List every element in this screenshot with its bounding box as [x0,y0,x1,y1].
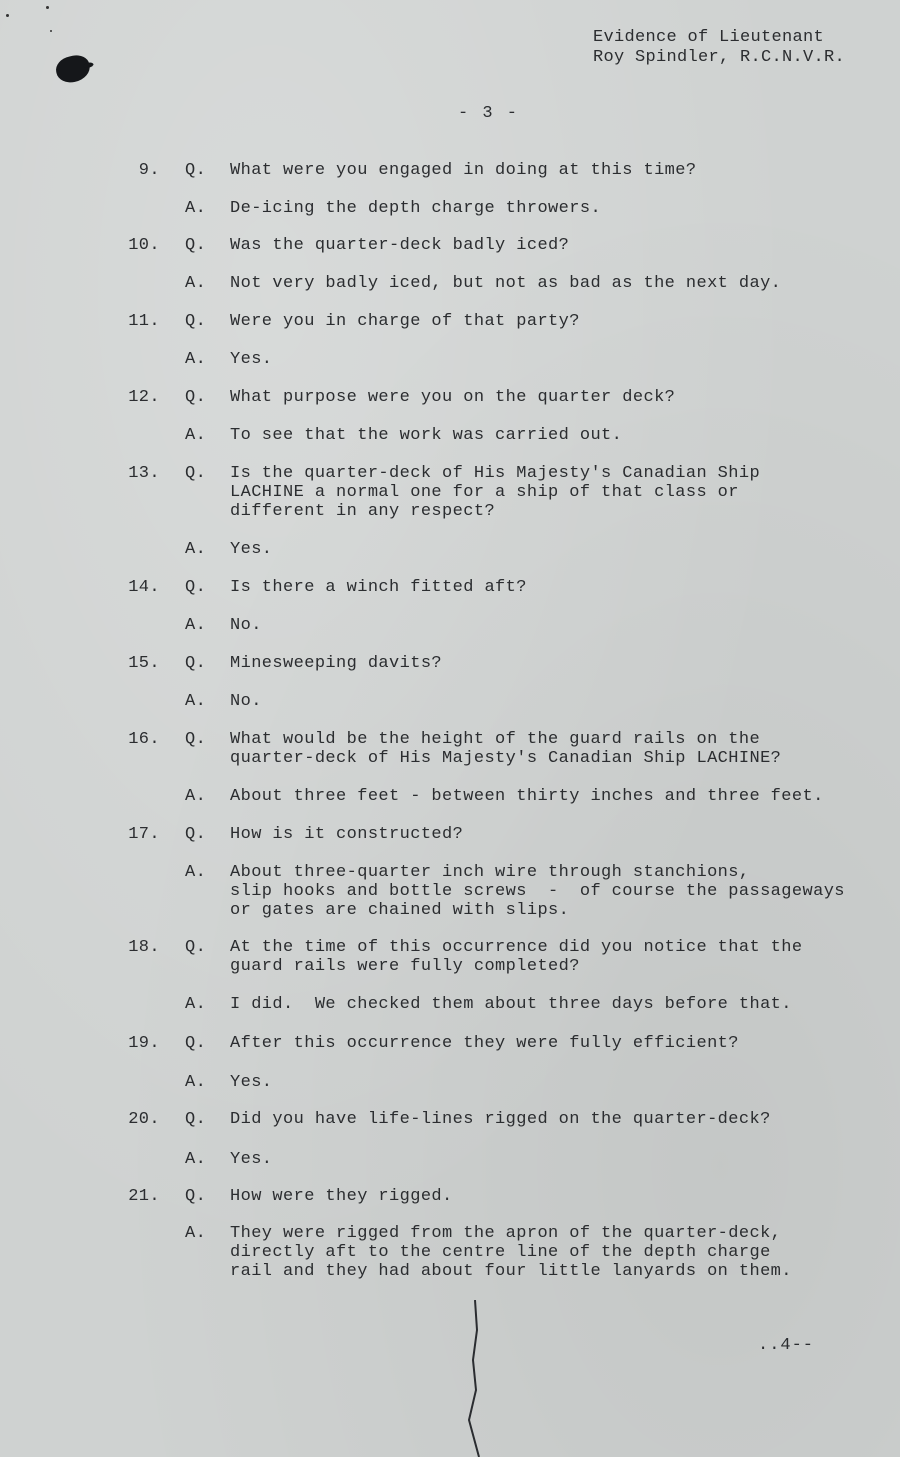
document-header [593,28,845,68]
a-label: A. [185,350,207,369]
a-label: A. [185,787,207,806]
speck [46,6,49,9]
next-page-marker: ..4-- [758,1336,815,1355]
entry-number: 18. [128,938,160,957]
a-label: A. [185,426,207,445]
question-text: What purpose were you on the quarter deck? [230,388,676,407]
entry-number: 14. [128,578,160,597]
header-line: Roy Spindler, R.C.N.V.R. [593,48,846,67]
q-label: Q. [185,654,207,673]
q-label: Q. [185,825,207,844]
q-label: Q. [185,578,207,597]
answer-text: About three feet - between thirty inches and three feet. [230,787,824,806]
a-label: A. [185,995,207,1014]
question-text: What would be the height of the guard rails on the quarter-deck of His Majesty's Canadian Ship LACHINE? [230,730,782,768]
entry-number: 11. [128,312,160,331]
answer-text: Not very badly iced, but not as bad as the next day. [230,274,782,293]
answer-text: Yes. [230,540,273,559]
entry-number: 13. [128,464,160,483]
entry-number: 19. [128,1034,160,1053]
answer-text: No. [230,616,262,635]
entry-number: 16. [128,730,160,749]
answer-text: I did. We checked them about three days before that. [230,995,792,1014]
question-text: Is the quarter-deck of His Majesty's Canadian Ship LACHINE a normal one for a ship of that class or different in any respect? [230,464,761,521]
a-label: A. [185,1224,207,1243]
q-label: Q. [185,1187,207,1206]
entry-number: 10. [128,236,160,255]
page-number: - 3 - [458,104,520,123]
q-label: Q. [185,938,207,957]
q-label: Q. [185,312,207,331]
answer-text: Yes. [230,350,273,369]
a-label: A. [185,616,207,635]
question-text: Did you have life-lines rigged on the quarter-deck? [230,1110,771,1129]
a-label: A. [185,199,207,218]
answer-text: About three-quarter inch wire through stanchions, slip hooks and bottle screws - of course the passageways or gates are chained with slips. [230,863,845,920]
header-line: Evidence of Lieutenant [593,28,825,47]
a-label: A. [185,540,207,559]
paper-crease [455,1300,495,1457]
answer-text: To see that the work was carried out. [230,426,623,445]
question-text: How were they rigged. [230,1187,453,1206]
q-label: Q. [185,730,207,749]
q-label: Q. [185,464,207,483]
question-text: What were you engaged in doing at this time? [230,161,697,180]
q-label: Q. [185,161,207,180]
a-label: A. [185,863,207,882]
entry-number: 12. [128,388,160,407]
question-text: Is there a winch fitted aft? [230,578,527,597]
question-text: At the time of this occurrence did you notice that the guard rails were fully completed? [230,938,803,976]
question-text: After this occurrence they were fully efficient? [230,1034,739,1053]
answer-text: They were rigged from the apron of the quarter-deck, directly aft to the centre line of the depth charge rail and they had about four little lanyards on them. [230,1224,792,1281]
question-text: Minesweeping davits? [230,654,443,673]
answer-text: Yes. [230,1073,273,1092]
a-label: A. [185,274,207,293]
q-label: Q. [185,1110,207,1129]
entry-number: 15. [128,654,160,673]
entry-number: 20. [128,1110,160,1129]
q-label: Q. [185,388,207,407]
a-label: A. [185,1150,207,1169]
entry-number: 17. [128,825,160,844]
speck [6,14,9,17]
entry-number: 9. [138,161,160,180]
question-text: Were you in charge of that party? [230,312,580,331]
a-label: A. [185,692,207,711]
speck [50,30,52,32]
answer-text: Yes. [230,1150,273,1169]
q-label: Q. [185,1034,207,1053]
answer-text: De-icing the depth charge throwers. [230,199,602,218]
a-label: A. [185,1073,207,1092]
q-label: Q. [185,236,207,255]
question-text: Was the quarter-deck badly iced? [230,236,570,255]
ink-blot [54,53,93,86]
entry-number: 21. [128,1187,160,1206]
answer-text: No. [230,692,262,711]
question-text: How is it constructed? [230,825,464,844]
